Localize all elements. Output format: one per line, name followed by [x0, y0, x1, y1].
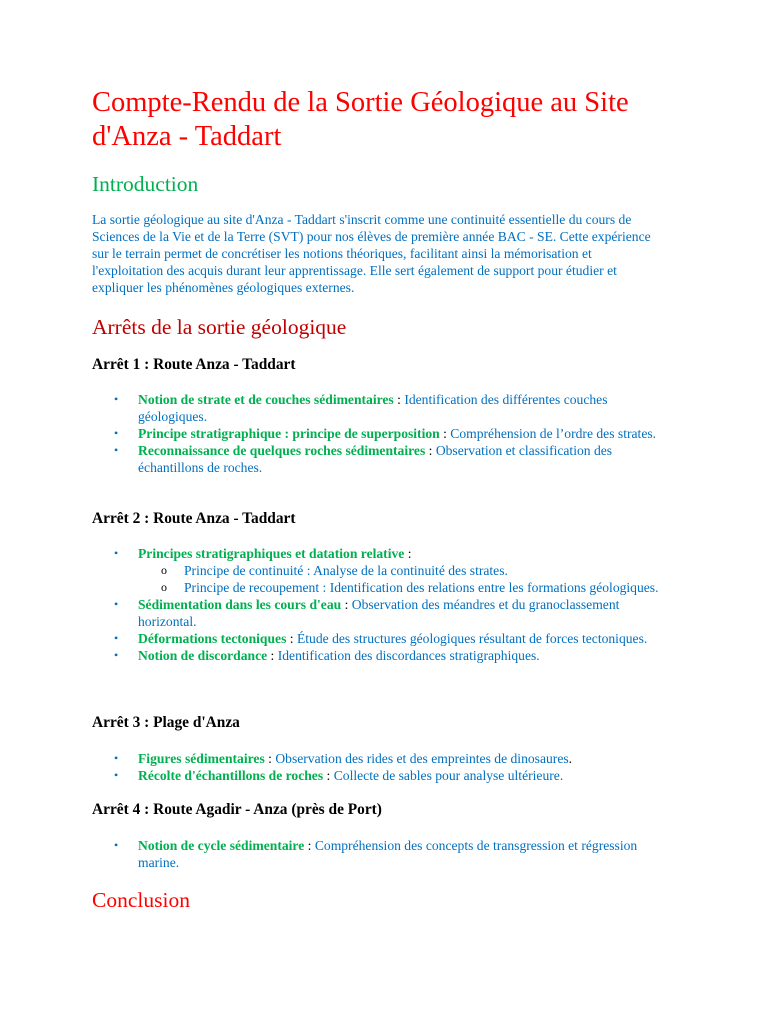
sub-bullet-icon: o: [161, 563, 167, 577]
item-description: Étude des structures géologiques résultant de forces tectoniques.: [296, 631, 648, 646]
bullet-icon: •: [114, 838, 119, 852]
stop-3-heading: Arrêt 3 : Plage d'Anza: [92, 714, 240, 731]
item-term: Notion de cycle sédimentaire: [138, 838, 305, 853]
list-item: [92, 630, 662, 647]
stop-2-heading: Arrêt 2 : Route Anza - Taddart: [92, 510, 296, 527]
item-separator: :: [323, 768, 334, 783]
item-description: Collecte de sables pour analyse ultérieure.: [333, 768, 564, 783]
sub-item-text: Principe de continuité : Analyse de la continuité des strates.: [184, 563, 508, 578]
list-item: [92, 425, 662, 442]
list-item: [92, 647, 662, 664]
item-description: Compréhension des concepts de transgression et régression marine.: [138, 838, 638, 870]
item-description: Identification des discordances stratigraphiques.: [277, 648, 540, 663]
bullet-icon: •: [114, 392, 119, 406]
stop-1-list: [92, 391, 662, 476]
sub-bullet-icon: o: [161, 580, 167, 594]
item-description: Observation des rides et des empreintes de dinosaures: [275, 751, 569, 766]
item-term: Sédimentation dans les cours d'eau: [138, 597, 342, 612]
bullet-icon: •: [114, 443, 119, 457]
stop-1-heading: Arrêt 1 : Route Anza - Taddart: [92, 356, 296, 373]
stop-2-list: [92, 545, 662, 664]
list-item: [92, 391, 662, 425]
item-description: Observation et classification des échantillons de roches.: [138, 443, 613, 475]
item-separator: :: [425, 443, 436, 458]
bullet-icon: •: [114, 546, 119, 560]
introduction-heading: Introduction: [92, 172, 199, 196]
item-tail: .: [568, 751, 573, 766]
item-separator: :: [286, 631, 297, 646]
item-term: Principes stratigraphiques et datation relative: [138, 546, 405, 561]
item-separator: :: [267, 648, 278, 663]
stop-4-list: [92, 837, 662, 871]
item-separator: :: [304, 838, 315, 853]
conclusion-heading: Conclusion: [92, 888, 190, 912]
bullet-icon: •: [114, 597, 119, 611]
bullet-icon: •: [114, 768, 119, 782]
bullet-icon: •: [114, 426, 119, 440]
item-term: Déformations tectoniques: [138, 631, 287, 646]
item-description: Observation des méandres et du granoclassement horizontal.: [138, 597, 620, 629]
item-term: Récolte d'échantillons de roches: [138, 768, 324, 783]
item-term: Notion de strate et de couches sédimentaires: [138, 392, 394, 407]
list-item: [92, 767, 662, 784]
list-item: [92, 750, 662, 767]
bullet-icon: •: [114, 751, 119, 765]
bullet-icon: •: [114, 631, 119, 645]
stop-3-list: [92, 750, 662, 784]
item-separator: :: [264, 751, 276, 766]
item-separator: :: [404, 546, 412, 561]
item-description: Compréhension de l’ordre des strates.: [450, 426, 657, 441]
item-term: Reconnaissance de quelques roches sédimentaires: [138, 443, 426, 458]
list-item: [92, 545, 662, 562]
item-separator: :: [341, 597, 352, 612]
stops-heading: Arrêts de la sortie géologique: [92, 315, 347, 339]
item-separator: :: [439, 426, 451, 441]
sub-item-text: Principe de recoupement : Identification des relations entre les formations géologiques.: [184, 580, 659, 595]
item-description: Identification des différentes couches géologiques.: [138, 392, 608, 424]
introduction-text: La sortie géologique au site d'Anza - Taddart s'inscrit comme une continuité essentielle du cours de Sciences de la Vie et de la Terre (SVT) pour nos élèves de première année BAC - SE. Cette expérience sur le terrain permet de concrétiser les notions théoriques, facilitant ainsi la mémorisation et l'exploitation des acquis durant leur apprentissage. Elle sert également de support pour étudier et expliquer les phénomènes géologiques externes.: [92, 212, 651, 296]
sub-list-item: [92, 562, 662, 579]
list-item: [92, 837, 662, 871]
item-term: Notion de discordance: [138, 648, 268, 663]
document-title: Compte-Rendu de la Sortie Géologique au Site d'Anza - Taddart: [92, 87, 629, 152]
list-item: [92, 442, 662, 476]
sub-list-item: [92, 579, 662, 596]
item-separator: :: [393, 392, 405, 407]
stop-4-heading: Arrêt 4 : Route Agadir - Anza (près de Port): [92, 801, 382, 818]
list-item: [92, 596, 662, 630]
item-term: Principe stratigraphique : principe de superposition: [138, 426, 440, 441]
item-term: Figures sédimentaires: [138, 751, 265, 766]
bullet-icon: •: [114, 648, 119, 662]
